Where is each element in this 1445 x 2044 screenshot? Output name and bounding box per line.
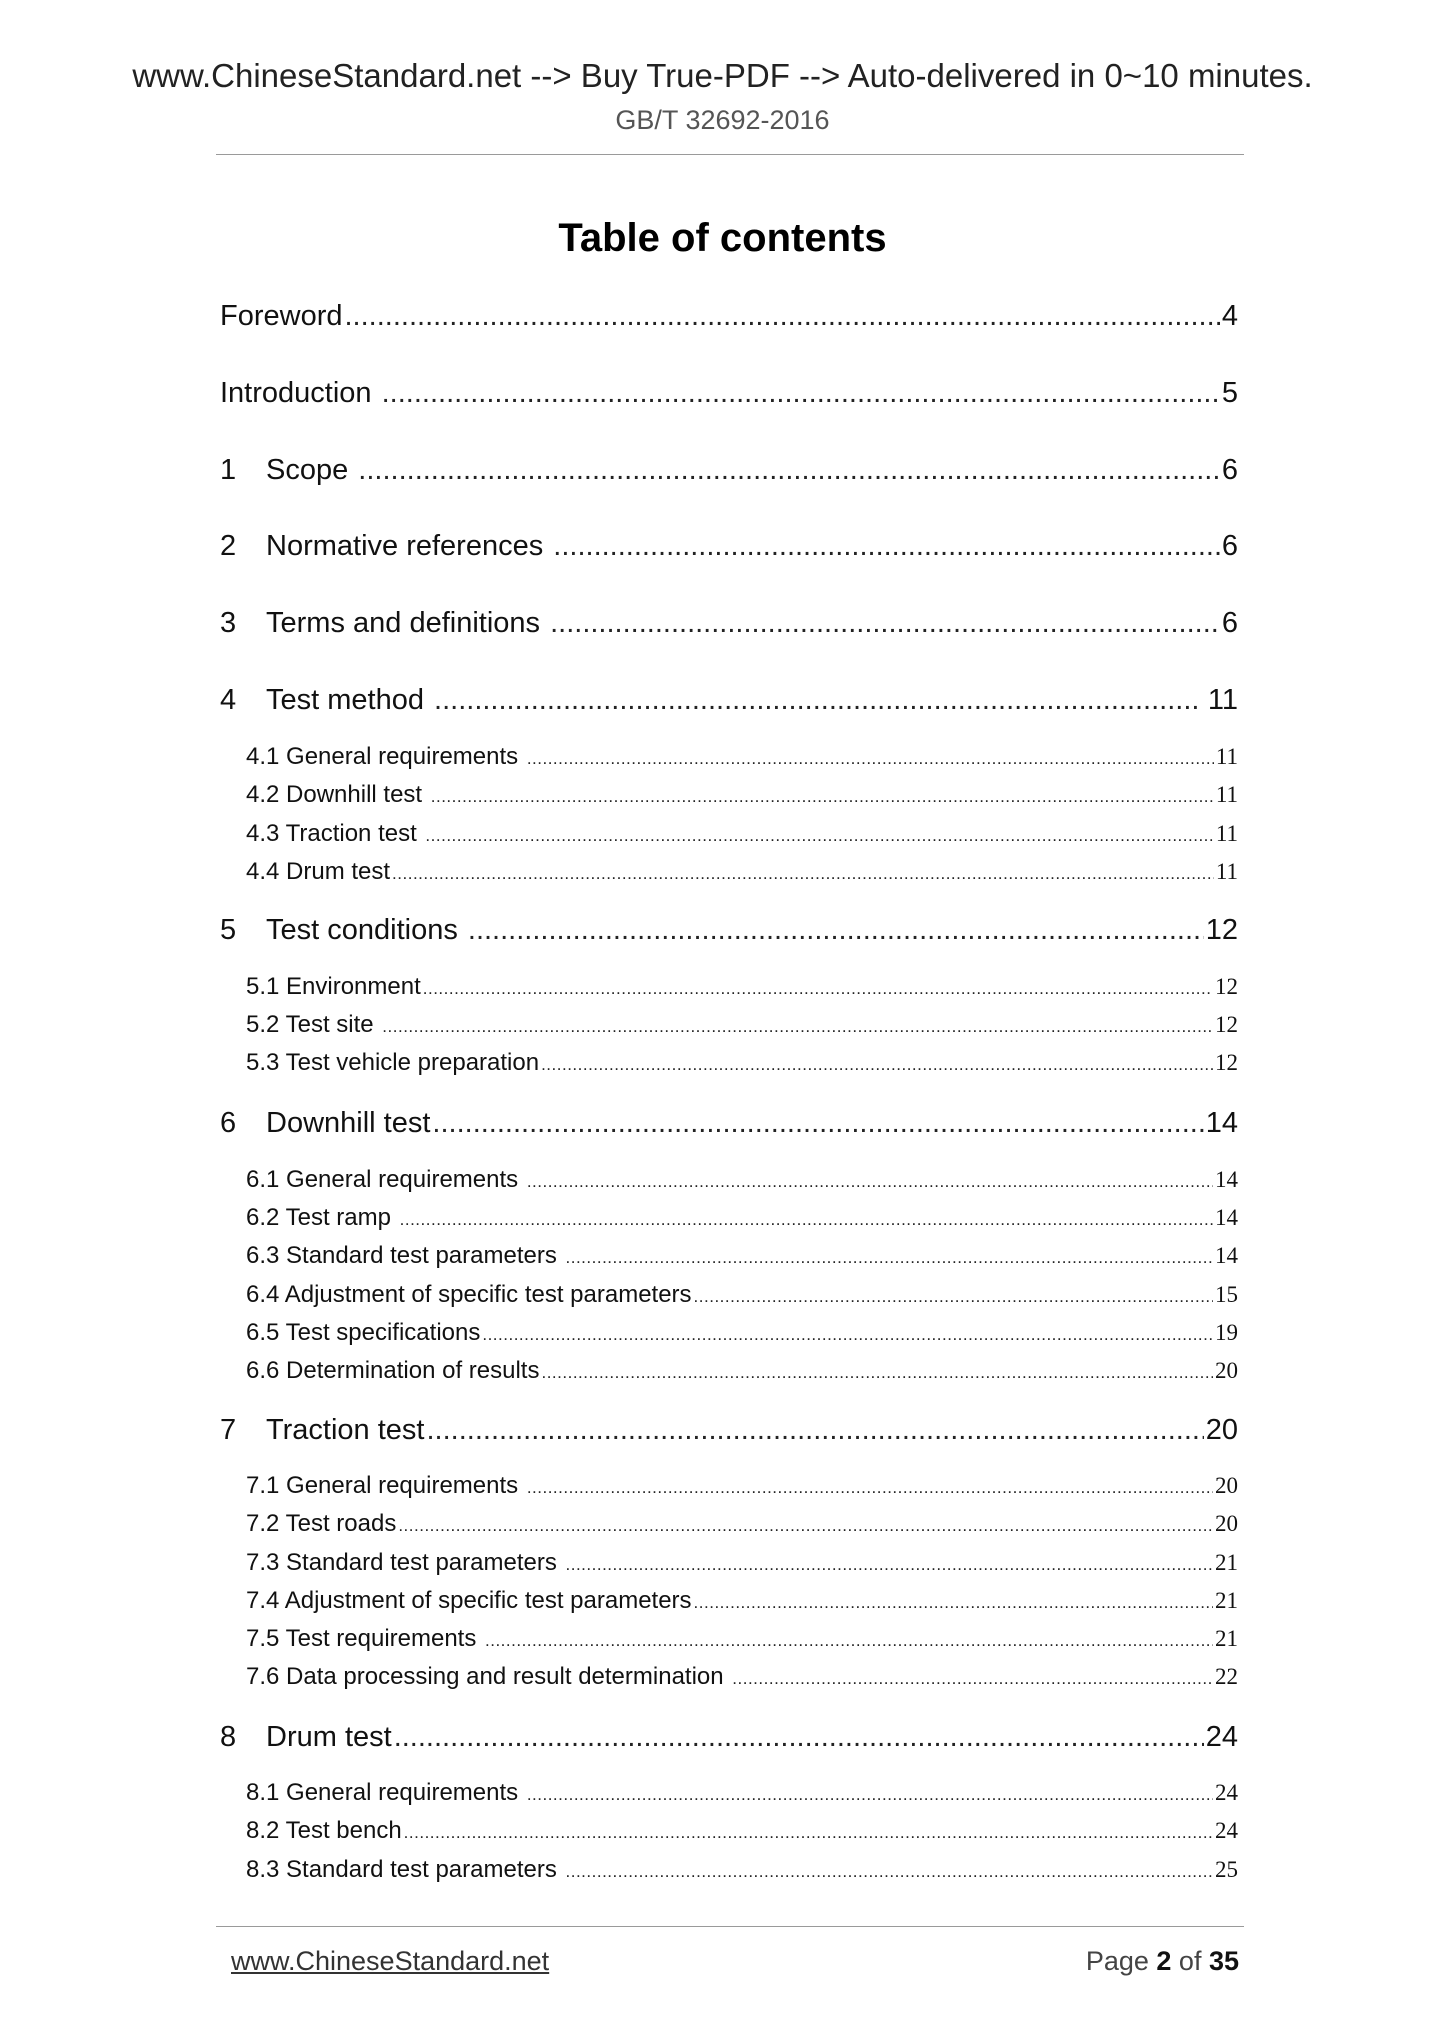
toc-dot-leader bbox=[694, 1281, 1213, 1311]
toc-entry-label: 5.1 Environment bbox=[246, 973, 421, 1000]
toc-dot-leader bbox=[434, 680, 1198, 720]
toc-entry-label: 4.1 General requirements bbox=[246, 743, 525, 770]
toc-entry-label: 7.4 Adjustment of specific test parameters bbox=[246, 1587, 692, 1614]
toc-dot-leader bbox=[400, 1204, 1213, 1234]
toc-entry[interactable] bbox=[246, 1508, 1238, 1540]
toc-entry-page: 24 bbox=[1215, 1780, 1238, 1805]
toc-entry-label: 6.4 Adjustment of specific test parameters bbox=[246, 1281, 692, 1308]
toc-dot-leader bbox=[432, 1103, 1203, 1143]
toc-entry[interactable] bbox=[220, 450, 1238, 490]
toc-entry-label: 6.1 General requirements bbox=[246, 1166, 525, 1193]
toc-entry-page: 4 bbox=[1221, 300, 1238, 332]
toc-entry-page: 6 bbox=[1221, 530, 1238, 562]
toc-entry-page: 24 bbox=[1215, 1818, 1238, 1843]
toc-entry-page: 6 bbox=[1221, 607, 1238, 639]
toc-dot-leader bbox=[566, 1242, 1213, 1272]
toc-dot-leader bbox=[527, 1779, 1213, 1809]
toc-entry-label: 7.1 General requirements bbox=[246, 1472, 525, 1499]
page-prefix: Page bbox=[1085, 1946, 1157, 1976]
toc-dot-leader bbox=[394, 1717, 1204, 1757]
toc-dot-leader bbox=[527, 743, 1214, 773]
toc-entry[interactable] bbox=[246, 1585, 1238, 1617]
toc-dot-leader bbox=[527, 1472, 1213, 1502]
toc-entry[interactable] bbox=[246, 1202, 1238, 1234]
toc-entry-label: 6.5 Test specifications bbox=[246, 1319, 481, 1346]
toc-entry-number: 8 bbox=[220, 1721, 237, 1753]
toc-entry-number: 7 bbox=[220, 1414, 237, 1446]
toc-entry[interactable] bbox=[220, 1717, 1238, 1757]
toc-entry[interactable] bbox=[246, 1470, 1238, 1502]
toc-entry-label: 7.3 Standard test parameters bbox=[246, 1549, 564, 1576]
toc-entry-page: 20 bbox=[1205, 1414, 1238, 1446]
toc-entry-page: 19 bbox=[1215, 1320, 1238, 1345]
total-pages-number: 35 bbox=[1208, 1946, 1239, 1976]
toc-entry-page: 11 bbox=[1215, 821, 1238, 846]
toc-entry[interactable] bbox=[220, 296, 1238, 336]
toc-entry-number: 5 bbox=[220, 914, 237, 946]
current-page-number: 2 bbox=[1156, 1946, 1172, 1976]
toc-entry-label: 7.2 Test roads bbox=[246, 1510, 397, 1537]
toc-entry-label: 4.4 Drum test bbox=[246, 858, 391, 885]
toc-entry-label: Scope bbox=[266, 454, 357, 486]
page-title: Table of contents bbox=[558, 216, 887, 260]
toc-dot-leader bbox=[550, 603, 1220, 643]
toc-entry[interactable] bbox=[246, 1815, 1238, 1847]
toc-entry-page: 14 bbox=[1205, 1107, 1238, 1139]
toc-entry-page: 21 bbox=[1215, 1550, 1238, 1575]
toc-dot-leader bbox=[468, 910, 1204, 950]
toc-entry-label: 8.3 Standard test parameters bbox=[246, 1856, 564, 1883]
toc-entry-label: Introduction bbox=[220, 377, 380, 409]
toc-entry-page: 12 bbox=[1215, 974, 1238, 999]
toc-entry[interactable] bbox=[246, 1854, 1238, 1886]
toc-entry-page: 11 bbox=[1215, 859, 1238, 884]
toc-entry-label: 5.3 Test vehicle preparation bbox=[246, 1049, 540, 1076]
toc-dot-leader bbox=[566, 1856, 1213, 1886]
toc-dot-leader bbox=[541, 1357, 1213, 1387]
toc-entry-page: 14 bbox=[1215, 1243, 1238, 1268]
toc-entry[interactable] bbox=[246, 1009, 1238, 1041]
toc-entry-page: 12 bbox=[1205, 914, 1238, 946]
toc-entry-label: Drum test bbox=[266, 1721, 392, 1753]
toc-entry-page: 5 bbox=[1221, 377, 1238, 409]
toc-entry-number: 2 bbox=[220, 530, 237, 562]
page-of-text: of bbox=[1171, 1946, 1209, 1976]
toc-entry-label: Traction test bbox=[266, 1414, 425, 1446]
toc-entry-page: 11 bbox=[1199, 684, 1238, 716]
toc-entry-page: 12 bbox=[1215, 1050, 1238, 1075]
toc-entry-page: 20 bbox=[1215, 1473, 1238, 1498]
toc-entry[interactable] bbox=[246, 1317, 1238, 1349]
toc-entry-page: 11 bbox=[1215, 782, 1238, 807]
footer-site-link[interactable]: www.ChineseStandard.net bbox=[231, 1946, 550, 1976]
toc-entry[interactable] bbox=[220, 680, 1238, 720]
toc-dot-leader bbox=[404, 1817, 1213, 1847]
toc-entry-page: 14 bbox=[1215, 1167, 1238, 1192]
toc-entry-page: 20 bbox=[1215, 1358, 1238, 1383]
toc-entry-label: 5.2 Test site bbox=[246, 1011, 381, 1038]
toc-entry-number: 3 bbox=[220, 607, 237, 639]
toc-dot-leader bbox=[392, 858, 1214, 888]
toc-entry-label: 7.5 Test requirements bbox=[246, 1625, 484, 1652]
toc-dot-leader bbox=[482, 1319, 1213, 1349]
toc-entry[interactable] bbox=[220, 1103, 1238, 1143]
toc-entry-label: 4.2 Downhill test bbox=[246, 781, 429, 808]
toc-entry-label: Downhill test bbox=[266, 1107, 431, 1139]
toc-dot-leader bbox=[527, 1166, 1213, 1196]
toc-entry-page: 21 bbox=[1215, 1588, 1238, 1613]
toc-entry[interactable] bbox=[246, 1047, 1238, 1079]
toc-entry-label: 6.2 Test ramp bbox=[246, 1204, 398, 1231]
toc-entry[interactable] bbox=[220, 373, 1238, 413]
toc-entry[interactable] bbox=[220, 526, 1238, 566]
toc-dot-leader bbox=[358, 450, 1220, 490]
toc-dot-leader bbox=[382, 1011, 1213, 1041]
toc-entry[interactable] bbox=[246, 818, 1238, 850]
toc-entry[interactable] bbox=[246, 1623, 1238, 1655]
toc-entry-number: 4 bbox=[220, 684, 237, 716]
toc-entry-label: 6.3 Standard test parameters bbox=[246, 1242, 564, 1269]
standard-code: GB/T 32692-2016 bbox=[615, 105, 830, 135]
toc-entry-page: 25 bbox=[1215, 1857, 1238, 1882]
toc-dot-leader bbox=[732, 1663, 1213, 1693]
toc-entry-page: 11 bbox=[1215, 744, 1238, 769]
toc-entry[interactable] bbox=[246, 1279, 1238, 1311]
toc-entry-page: 20 bbox=[1215, 1511, 1238, 1536]
toc-dot-leader bbox=[426, 1410, 1203, 1450]
toc-entry-label: 4.3 Traction test bbox=[246, 820, 424, 847]
toc-entry-label: Foreword bbox=[220, 300, 343, 332]
toc-dot-leader bbox=[431, 781, 1214, 811]
toc-entry-number: 1 bbox=[220, 454, 237, 486]
toc-entry[interactable] bbox=[246, 1661, 1238, 1693]
toc-entry-label: Normative references bbox=[266, 530, 552, 562]
toc-entry-page: 22 bbox=[1215, 1664, 1238, 1689]
toc-dot-leader bbox=[423, 973, 1213, 1003]
toc-entry-label: Test method bbox=[266, 684, 433, 716]
toc-dot-leader bbox=[425, 820, 1213, 850]
toc-entry[interactable] bbox=[246, 1164, 1238, 1196]
toc-entry-label: 8.2 Test bench bbox=[246, 1817, 402, 1844]
toc-entry[interactable] bbox=[246, 971, 1238, 1003]
toc-entry-page: 14 bbox=[1215, 1205, 1238, 1230]
toc-entry-page: 24 bbox=[1205, 1721, 1238, 1753]
toc-entry-page: 6 bbox=[1221, 454, 1238, 486]
toc-dot-leader bbox=[382, 373, 1220, 413]
toc-entry[interactable] bbox=[246, 741, 1238, 773]
toc-entry-number: 6 bbox=[220, 1107, 237, 1139]
toc-entry-label: Test conditions bbox=[266, 914, 466, 946]
toc-entry[interactable] bbox=[246, 779, 1238, 811]
toc-entry-page: 21 bbox=[1215, 1626, 1238, 1651]
page-indicator bbox=[1086, 1944, 1239, 1978]
toc-entry-label: 8.1 General requirements bbox=[246, 1779, 525, 1806]
toc-entry[interactable] bbox=[246, 1777, 1238, 1809]
toc-dot-leader bbox=[566, 1549, 1213, 1579]
toc-entry[interactable] bbox=[246, 856, 1238, 888]
toc-entry[interactable] bbox=[220, 910, 1238, 950]
toc-entry[interactable] bbox=[246, 1355, 1238, 1387]
toc-entry-label: 6.6 Determination of results bbox=[246, 1357, 540, 1384]
toc-dot-leader bbox=[694, 1587, 1213, 1617]
toc-dot-leader bbox=[485, 1625, 1213, 1655]
toc-entry-page: 12 bbox=[1215, 1012, 1238, 1037]
toc-entry-page: 15 bbox=[1215, 1282, 1238, 1307]
toc-entry-label: Terms and definitions bbox=[266, 607, 549, 639]
toc-entry[interactable] bbox=[246, 1547, 1238, 1579]
toc-dot-leader bbox=[541, 1049, 1213, 1079]
toc-dot-leader bbox=[345, 296, 1220, 336]
toc-entry[interactable] bbox=[246, 1240, 1238, 1272]
footer-divider bbox=[216, 1926, 1244, 1927]
site-banner: www.ChineseStandard.net --> Buy True-PDF --> Auto-delivered in 0~10 minutes. bbox=[132, 57, 1313, 94]
toc-entry-label: 7.6 Data processing and result determination bbox=[246, 1663, 731, 1690]
toc-dot-leader bbox=[398, 1510, 1213, 1540]
toc-dot-leader bbox=[553, 526, 1220, 566]
toc-entry[interactable] bbox=[220, 603, 1238, 643]
toc-entry[interactable] bbox=[220, 1410, 1238, 1450]
